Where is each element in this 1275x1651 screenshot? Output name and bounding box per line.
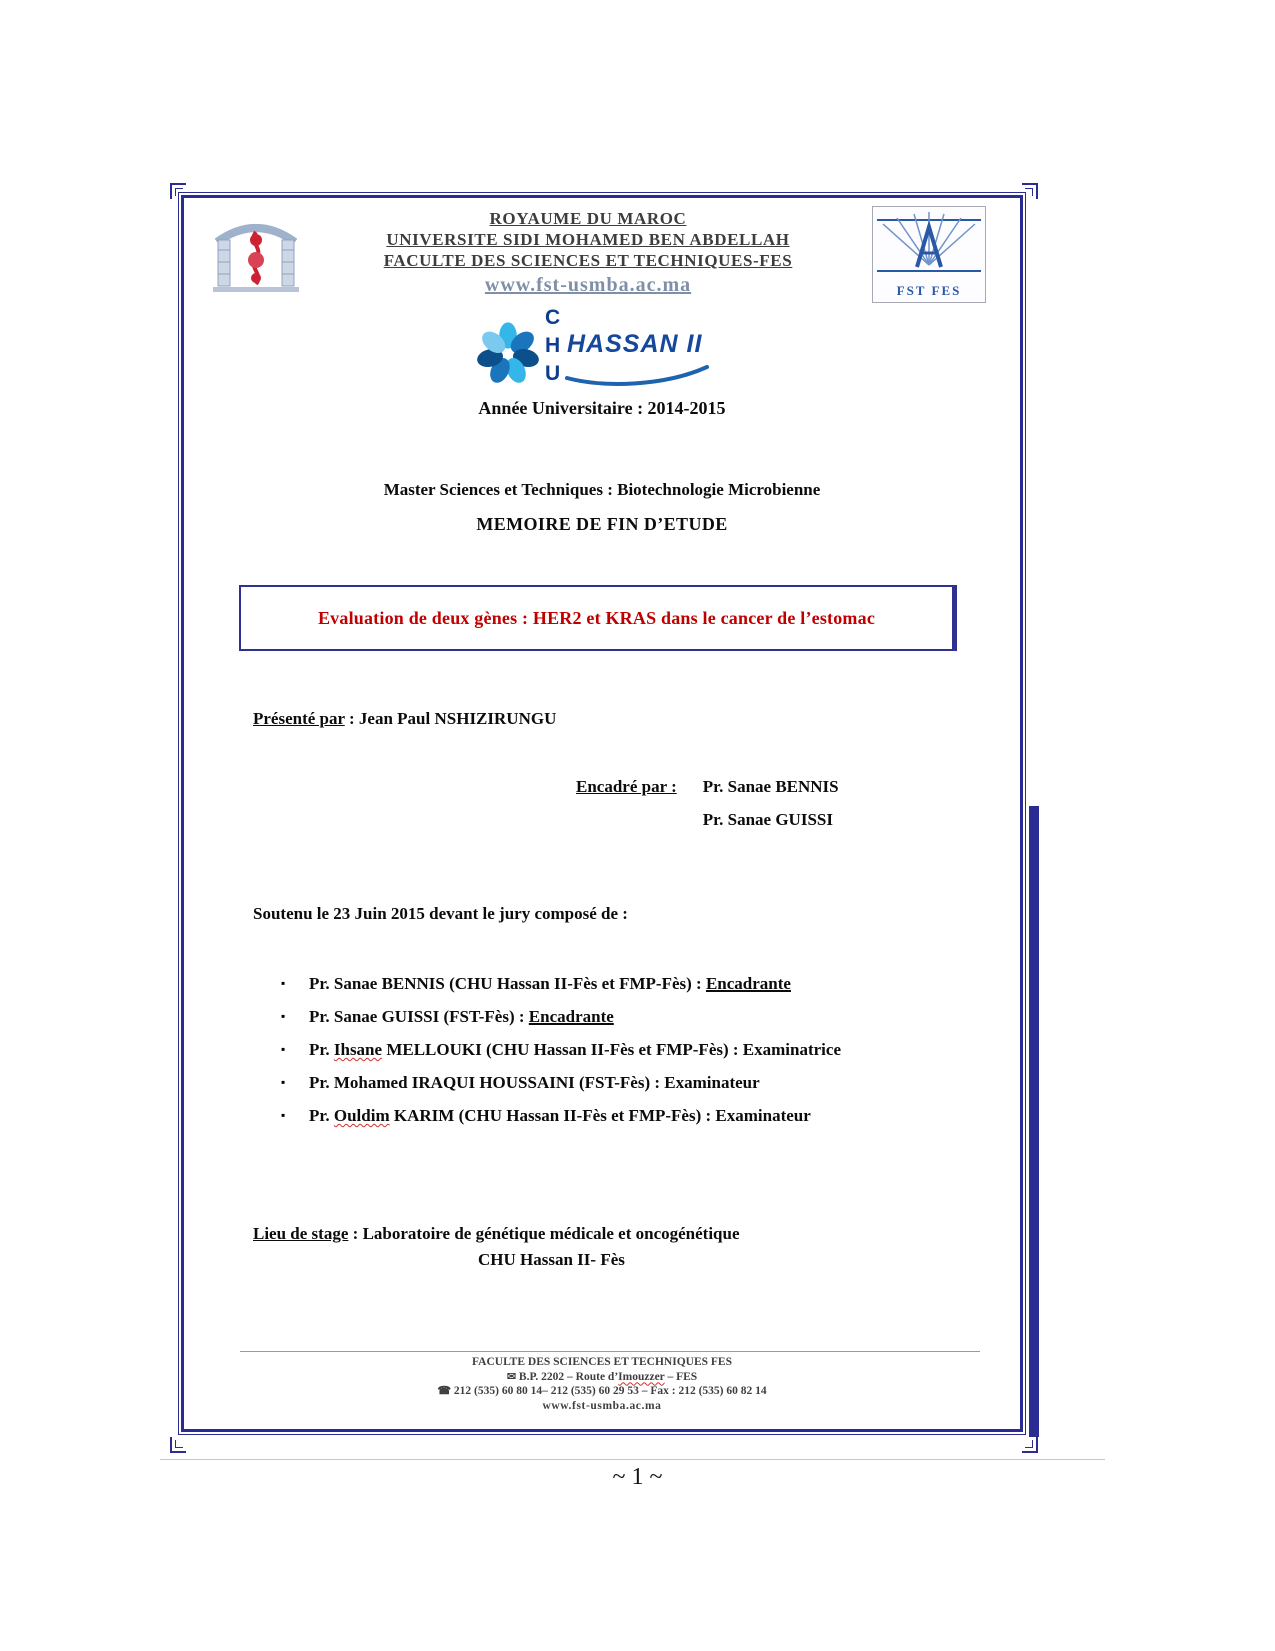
jury-member-1: [281, 974, 791, 994]
internship-place: Laboratoire de génétique médicale et oncogénétique: [362, 1224, 740, 1243]
fst-fes-logo: [872, 206, 986, 303]
jury-name-spellcheck: Ihsane: [333, 1040, 383, 1059]
bullet-icon: ▪: [281, 1009, 286, 1023]
footer-divider: [240, 1351, 980, 1352]
jury-member-4: [281, 1073, 760, 1093]
master-program-heading: Master Sciences et Techniques : Biotechnologie Microbienne: [383, 480, 821, 499]
corner-mark-bottom-right-inner: [1025, 1440, 1033, 1448]
academic-year-heading: Année Universitaire : 2014-2015: [478, 398, 726, 418]
corner-mark-bottom-left-inner: [175, 1440, 183, 1448]
chu-letter-h: H: [545, 334, 561, 357]
internship-line: [253, 1224, 740, 1244]
chu-letter-c: C: [545, 306, 561, 329]
presented-by-line: [253, 709, 556, 729]
phone-icon: ☎: [437, 1385, 452, 1397]
chu-flower-icon: [473, 310, 543, 396]
chu-swoosh-icon: [561, 362, 713, 390]
jury-member-2: [281, 1007, 614, 1027]
chu-hassan2-logo: [473, 308, 723, 400]
footer-address-line: [178, 1370, 1026, 1385]
internship-place-line2: CHU Hassan II- Fès: [478, 1250, 625, 1269]
presented-by-separator: :: [344, 709, 359, 728]
footer-website: www.fst-usmba.ac.ma: [542, 1399, 662, 1412]
corner-mark-top-right-inner: [1025, 188, 1033, 196]
jury-text-pre: Pr. Sanae GUISSI (FST-Fès) :: [309, 1007, 529, 1026]
internship-label: Lieu de stage: [253, 1224, 349, 1243]
supervisor-names: [703, 777, 839, 830]
footer-address-post: – FES: [664, 1370, 698, 1383]
jury-text-post: KARIM (CHU Hassan II-Fès et FMP-Fès) : Examinateur: [389, 1106, 811, 1125]
footer-phones: 212 (535) 60 80 14– 212 (535) 60 29 53 – Fax : 212 (535) 60 82 14: [453, 1385, 767, 1397]
chu-hassan2-name: HASSAN II: [567, 330, 703, 358]
footer-faculty: FACULTE DES SCIENCES ET TECHNIQUES FES: [471, 1356, 732, 1368]
header-kingdom: ROYAUME DU MAROC: [489, 209, 687, 228]
page-edge-line: [160, 1459, 1105, 1460]
footer-address-pre: B.P. 2202 – Route d’: [518, 1370, 619, 1383]
supervisor-1: Pr. Sanae BENNIS: [702, 777, 839, 796]
mail-icon: ✉: [506, 1370, 517, 1383]
jury-intro-line: Soutenu le 23 Juin 2015 devant le jury composé de :: [253, 904, 628, 923]
header-website-link[interactable]: www.fst-usmba.ac.ma: [484, 274, 692, 296]
university-emblem-logo: [203, 210, 309, 298]
page-number: ~ 1 ~: [612, 1464, 663, 1490]
page-footer: [178, 1355, 1026, 1413]
fst-fes-logo-icon: [873, 207, 985, 277]
memoire-heading: MEMOIRE DE FIN D’ETUDE: [476, 514, 728, 534]
page-content: [178, 192, 1026, 1435]
jury-role-underlined: Encadrante: [528, 1007, 614, 1026]
supervisor-2: Pr. Sanae GUISSI: [702, 810, 833, 829]
internship-separator: :: [348, 1224, 363, 1243]
thesis-title: Evaluation de deux gènes : HER2 et KRAS dans le cancer de l’estomac: [317, 607, 876, 628]
jury-member-5: [281, 1106, 811, 1126]
footer-address-spellcheck: Imouzzer: [618, 1370, 665, 1383]
bullet-icon: ▪: [281, 976, 286, 990]
bullet-icon: ▪: [281, 1075, 286, 1089]
jury-text-pre: Pr. Sanae BENNIS (CHU Hassan II-Fès et FMP-Fès) :: [309, 974, 706, 993]
chu-letter-u: U: [545, 362, 561, 385]
bullet-icon: ▪: [281, 1108, 286, 1122]
jury-text-pre: Pr.: [309, 1106, 334, 1125]
supervisors-block: [576, 777, 839, 830]
header-faculty: FACULTE DES SCIENCES ET TECHNIQUES-FES: [383, 251, 793, 270]
jury-role-underlined: Encadrante: [705, 974, 791, 993]
bullet-icon: ▪: [281, 1042, 286, 1056]
page-border-shadow-bar: [1029, 806, 1039, 1437]
jury-name-spellcheck: Ouldim: [333, 1106, 390, 1125]
document-header: [328, 208, 848, 296]
thesis-title-box: [239, 585, 957, 651]
presented-by-name: Jean Paul NSHIZIRUNGU: [358, 709, 557, 728]
jury-text-pre: Pr. Mohamed IRAQUI HOUSSAINI (FST-Fès) : Examinateur: [309, 1073, 760, 1092]
supervised-by-label: Encadré par :: [576, 777, 677, 796]
university-emblem-icon: [203, 210, 309, 298]
fst-fes-logo-label: FST FES: [896, 283, 962, 298]
footer-phones-line: [178, 1384, 1026, 1399]
jury-text-post: MELLOUKI (CHU Hassan II-Fès et FMP-Fès) : Examinatrice: [382, 1040, 841, 1059]
jury-member-3: [281, 1040, 841, 1060]
presented-by-label: Présenté par: [253, 709, 345, 728]
jury-text-pre: Pr.: [309, 1040, 334, 1059]
header-university: UNIVERSITE SIDI MOHAMED BEN ABDELLAH: [386, 230, 790, 249]
